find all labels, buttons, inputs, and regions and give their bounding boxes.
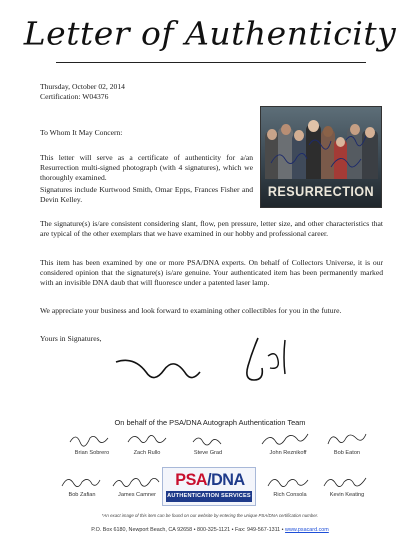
authenticator-name: James Camner — [118, 492, 156, 498]
paragraph-analysis: The signature(s) is/are consistent considering slant, flow, pen pressure, letter size, and other characteristics that are typical of the other exemplars that we have examined in our hobby and professional career. — [40, 219, 383, 238]
paragraph-opinion: This item has been examined by one or more PSA/DNA experts. On behalf of Collectors Universe, it is our considered opinion that the signature(s) is/are genuine. Your authenticated item has been permanently marked with an invisible DNA daub that will fluoresce under a patented laser lamp. — [40, 258, 383, 287]
authentication-services-bar: AUTHENTICATION SERVICES — [166, 491, 252, 502]
title-underline — [56, 62, 366, 63]
psa-dna-logo — [162, 467, 256, 506]
address-text: P.O. Box 6180, Newport Beach, CA 92658 • 800-325-1121 • Fax: 949-567-1311 • — [91, 527, 286, 533]
closing: Yours in Signatures, — [40, 334, 102, 343]
authenticator-9 — [312, 472, 382, 498]
document-title: Letter of Authenticity — [23, 14, 397, 53]
authenticator-7 — [105, 472, 169, 498]
letter-meta — [40, 82, 125, 102]
paragraph-item-description: This letter will serve as a certificate of authenticity for a/an Resurrection multi-signed photograph (with 4 signatures), which we thoroughly examined. — [40, 153, 253, 182]
salutation: To Whom It May Concern: — [40, 128, 123, 137]
footer-address — [0, 527, 420, 533]
authenticator-name: Rich Consola — [273, 492, 307, 498]
authenticator-name: John Reznikoff — [269, 450, 307, 456]
authenticator-name: Brian Sobrero — [74, 450, 110, 456]
authenticator-6 — [52, 472, 112, 498]
website-link[interactable]: www.psacard.com — [285, 527, 329, 533]
certification-number: Certification: W04376 — [40, 92, 109, 101]
authenticator-name: Bob Zafian — [68, 492, 96, 498]
letter-date: Thursday, October 02, 2014 — [40, 82, 125, 91]
psa-dna-wordmark: PSA/DNA — [175, 470, 245, 489]
authenticator-3 — [173, 430, 243, 456]
authenticator-name: Bob Eaton — [333, 450, 361, 456]
signed-photograph — [260, 106, 382, 208]
footnote: *An exact image of this item can be found on our website by entering the unique PSA/DNA certification number. — [101, 513, 319, 518]
authenticator-name: Kevin Keating — [329, 492, 365, 498]
team-heading: On behalf of the PSA/DNA Autograph Authentication Team — [114, 418, 306, 427]
main-signature — [110, 332, 310, 392]
authenticator-name: Zach Rullo — [133, 450, 161, 456]
authenticator-5 — [312, 430, 382, 456]
paragraph-signers: Signatures include Kurtwood Smith, Omar Epps, Frances Fisher and Devin Kelley. — [40, 185, 253, 204]
photo-title-text: RESURRECTION — [267, 183, 375, 199]
paragraph-thanks: We appreciate your business and look forward to examining other collectibles for you in the future. — [40, 306, 342, 315]
authenticator-name: Steve Grad — [193, 450, 223, 456]
authenticator-2 — [112, 430, 182, 456]
